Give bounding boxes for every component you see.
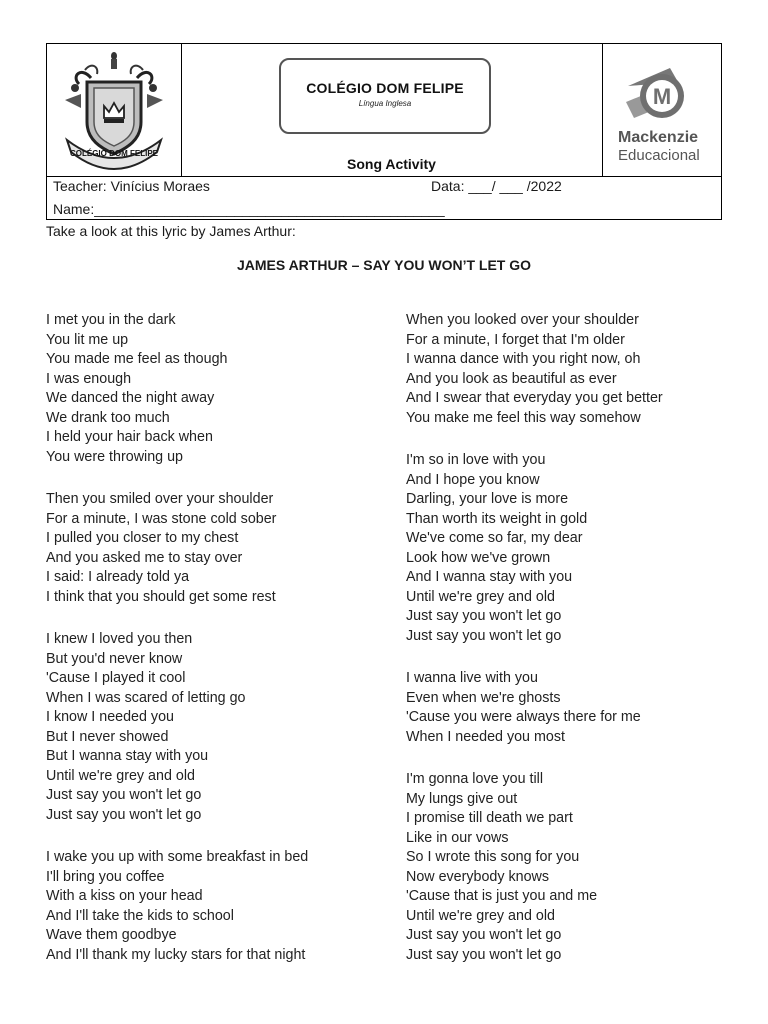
school-name: COLÉGIO DOM FELIPE [306,80,464,96]
lyric-line: 'Cause that is just you and me [406,888,598,904]
mackenzie-logo-line1: Mackenzie [618,129,699,146]
lyric-line: I know I needed you [46,709,174,725]
lyric-line: Just say you won't let go [406,946,562,963]
lyric-line: I think that you should get some rest [46,588,276,605]
lyric-line: 'Cause I played it cool [46,670,186,686]
lyric-line: Until we're grey and old [46,767,195,784]
lyric-line: I was enough [46,370,132,387]
lyric-line: I'm gonna love you till [406,771,544,787]
lyric-line: And I hope you know [406,471,540,488]
lyric-line: With a kiss on your head [46,888,203,904]
lyric-line: Than worth its weight in gold [406,510,588,527]
lyric-line: And I'll thank my lucky stars for that night [46,946,306,963]
lyric-line: But I never showed [46,728,169,745]
subject-label: Língua Inglesa [358,99,412,108]
lyric-line: I said: I already told ya [46,569,190,585]
lyric-line: I wanna dance with you right now, oh [406,351,641,367]
lyric-line: And you look as beautiful as ever [406,370,617,387]
lyric-line: For a minute, I was stone cold sober [46,510,277,527]
lyric-line: I held your hair back when [46,429,213,445]
school-title-box [279,58,491,134]
mackenzie-logo-mark: M [652,84,672,109]
lyric-line: You lit me up [46,331,129,348]
lyric-line: I wanna live with you [406,670,538,686]
mackenzie-logo [612,62,712,172]
lyric-line: We've come so far, my dear [406,530,583,546]
lyric-line: You were throwing up [46,448,183,465]
lyric-line: We drank too much [46,409,170,426]
lyric-line: Just say you won't let go [46,787,202,803]
lyric-line: 'Cause you were always there for me [406,709,641,725]
lyric-line: Wave them goodbye [46,927,177,943]
header-divider-row [47,176,721,177]
lyrics-stanza [406,669,746,747]
lyrics-stanza [406,451,746,646]
lyric-line: Look how we've grown [406,549,551,566]
name-field[interactable]: Name:_____________________________________________ [53,201,445,217]
lyrics-stanza [46,311,386,467]
worksheet-header [46,43,722,220]
lyric-line: My lungs give out [406,790,518,807]
lyric-line: So I wrote this song for you [406,849,580,865]
lyrics-column-right [406,311,746,988]
teacher-field: Teacher: Vinícius Moraes [53,178,210,194]
lyric-line: I knew I loved you then [46,631,193,647]
lyric-line: And I'll take the kids to school [46,907,234,924]
lyric-line: And I wanna stay with you [406,569,573,585]
header-divider-left [181,44,182,176]
lyric-line: Just say you won't let go [46,806,202,823]
lyric-line: When you looked over your shoulder [406,312,639,328]
activity-title: Song Activity [347,156,436,172]
school-logo-text: COLÉGIO DOM FELIPE [69,149,159,158]
lyric-line: Even when we're ghosts [406,689,561,706]
lyric-line: But you'd never know [46,650,183,667]
lyric-line: Now everybody knows [406,868,550,885]
lyric-line: I pulled you closer to my chest [46,530,239,546]
lyric-line: I met you in the dark [46,312,176,328]
lyric-line: Darling, your love is more [406,491,569,507]
lyric-line: Until we're grey and old [406,588,555,605]
mackenzie-logo-line2: Educacional [618,147,700,164]
lyric-line: I wake you up with some breakfast in bed [46,849,309,865]
lyric-line: Just say you won't let go [406,627,562,644]
lyric-line: I promise till death we part [406,810,573,826]
lyric-line: Like in our vows [406,829,509,846]
lyrics-stanza [406,770,746,965]
lyrics-stanza [46,848,386,965]
lyric-line: Just say you won't let go [406,608,562,624]
lyric-line: I'll bring you coffee [46,868,165,885]
lyric-line: Then you smiled over your shoulder [46,491,274,507]
intro-text: Take a look at this lyric by James Arthur: [46,223,296,239]
lyric-line: For a minute, I forget that I'm older [406,331,625,348]
lyrics-stanza [46,490,386,607]
lyric-line: Until we're grey and old [406,907,555,924]
lyrics-stanza [406,311,746,428]
song-title: JAMES ARTHUR – SAY YOU WON’T LET GO [236,257,532,273]
lyrics-stanza [46,630,386,825]
lyric-line: We danced the night away [46,390,215,406]
lyric-line: But I wanna stay with you [46,748,209,764]
lyric-line: You made me feel as though [46,351,228,367]
lyric-line: When I was scared of letting go [46,689,246,706]
lyric-line: Just say you won't let go [406,927,562,943]
lyric-line: And you asked me to stay over [46,549,243,566]
lyrics-column-left [46,311,386,988]
date-field[interactable]: Data: ___/ ___ /2022 [431,178,562,194]
lyric-line: And I swear that everyday you get better [406,390,663,406]
lyric-line: I'm so in love with you [406,452,546,468]
lyric-line: You make me feel this way somehow [406,409,641,426]
school-crest-logo [61,48,167,172]
header-divider-right [602,44,603,176]
lyric-line: When I needed you most [406,728,565,745]
